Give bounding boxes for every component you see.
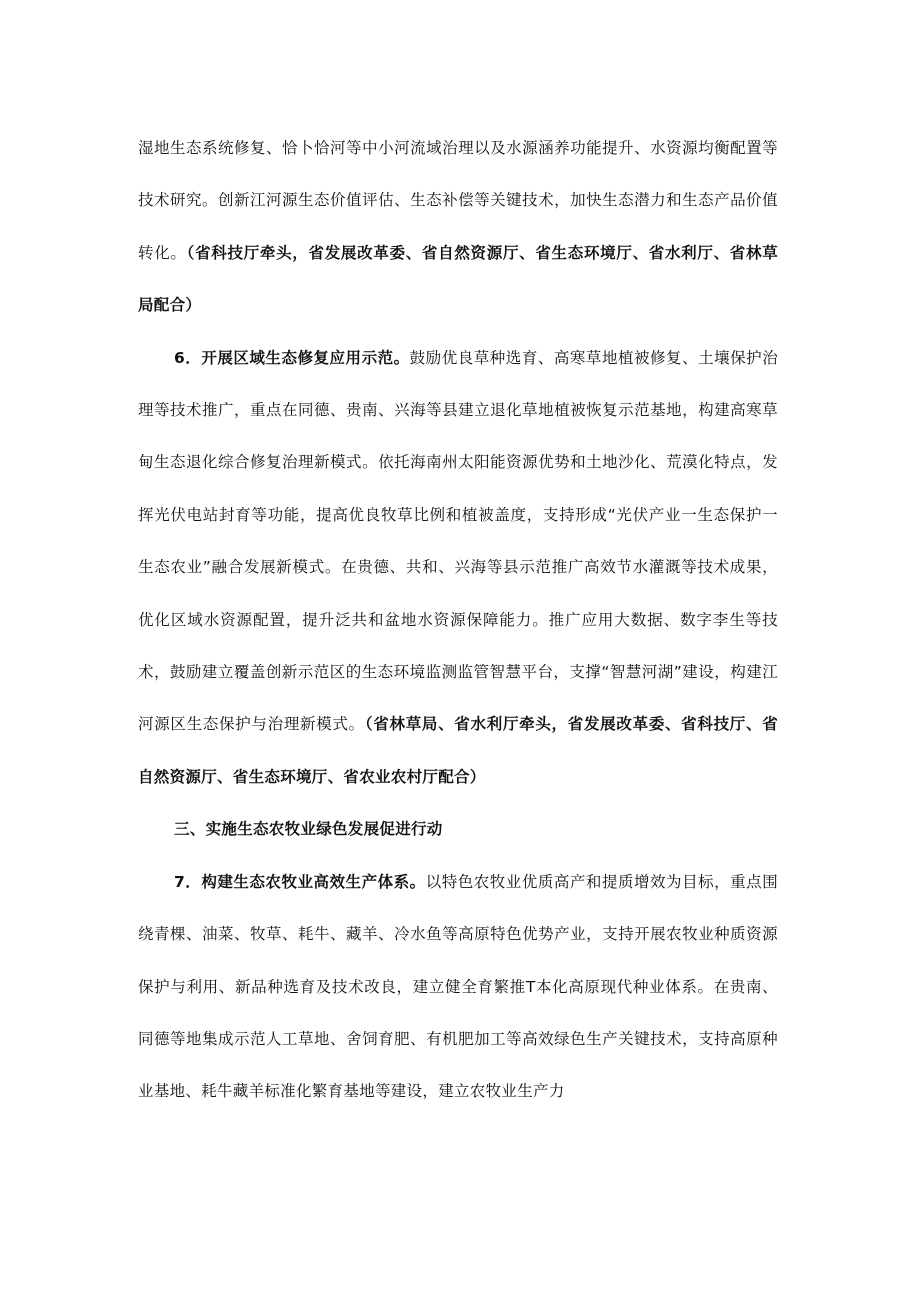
paragraph-text: 鼓励优良草种选育、高寒草地植被修复、土壤保护治理等技术推广，重点在同德、贵南、兴海等县建立退化草地植被恢复示范基地，构建高寒草甸生态退化综合修复治理新模式。依托海南州太阳能资源优势和土地沙化、荒漠化特点，发挥光伏电站封育等功能，提高优良牧草比例和植被盖度，支持形成“光伏产业一生态保护一生态农业”融合发展新模式。在贵德、共和、兴海等县示范推广高效节水灌溉等技术成果，优化区域水资源配置，提升泛共和盆地水资源保障能力。推广应用大数据、数字李生等技术，鼓励建立覆盖创新示范区的生态环境监测监管智慧平台，支撑“智慧河湖”建设，构建江河源区生态保护与治理新模式。 — [138, 348, 778, 734]
section-heading: 三、实施生态农牧业绿色发展促进行动 — [174, 820, 443, 839]
responsible-departments: （省林草局、省水利厅牵头，省发展改革委、省科技厅、省自然资源厅、省生态环境厅、省农业农村厅配合） — [138, 715, 778, 786]
item-7-title: 7．构建生态农牧业高效生产体系。 — [174, 872, 426, 891]
paragraph-text: 以特色农牧业优质高产和提质增效为目标，重点围绕青棵、油菜、牧草、耗牛、藏羊、冷水鱼等高原特色优势产业，支持开展农牧业种质资源保护与利用、新品种选育及技术改良，建立健全育繁推T本化高原现代种业体系。在贵南、同德等地集成示范人工草地、舍饲育肥、有机肥加工等高效绿色生产关键技术，支持高原种业基地、耗牛藏羊标准化繁育基地等建设，建立农牧业生产力 — [138, 872, 778, 1101]
item-6-title: 6．开展区域生态修复应用示范。 — [174, 348, 410, 367]
paragraph-item-6 — [138, 332, 778, 804]
document-page — [138, 122, 778, 1118]
responsible-departments: （省科技厅牵头，省发展改革委、省自然资源厅、省生态环境厅、省水利厅、省林草局配合） — [138, 243, 779, 315]
paragraph-ecological-restoration-tech — [138, 122, 778, 332]
paragraph-item-7 — [138, 856, 778, 1118]
paragraph-text: 湿地生态系统修复、恰卜恰河等中小河流域治理以及水源涵养功能提升、水资源均衡配置等技术研究。创新江河源生态价值评估、生态补偿等关键技术，加快生态潜力和生态产品价值转化。 — [138, 139, 778, 262]
